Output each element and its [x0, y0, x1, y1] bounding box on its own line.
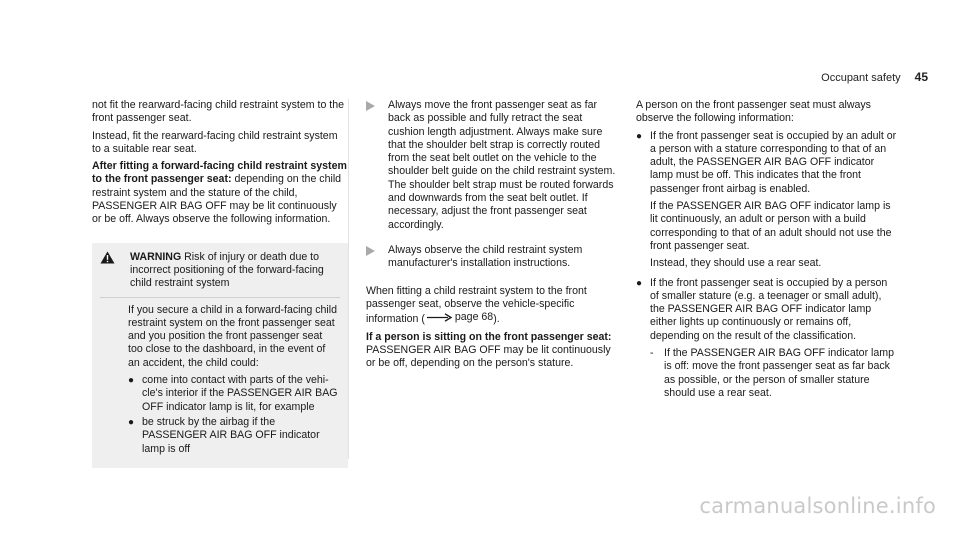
bullet-dot-icon: ● — [128, 416, 135, 428]
play-triangle-icon — [366, 101, 382, 115]
page-reference-link[interactable] — [425, 311, 493, 324]
column-middle — [366, 99, 616, 374]
paragraph: A person on the front passenger seat must always observe the following information: — [636, 99, 871, 125]
paragraph: not fit the rearward-facing child restraint system to the front passenger seat. — [92, 99, 345, 125]
list-item-text: If the PASSENGER AIR BAG OFF indicator lamp is lit continuously, an adult or person with a build corresponding to that of an adult should not use the front passenger seat. — [650, 200, 892, 252]
list-item — [128, 416, 340, 456]
list-item-text: If the front passenger seat is occupied by an adult or a person with a stature corresponding to that of an adult, the PASSENGER AIR BAG OFF indicator lamp must be off. This indicates that the front passenger front airbag is enabled. — [650, 129, 897, 195]
page-number: 45 — [914, 70, 928, 84]
bullet-dot-icon: ● — [636, 277, 643, 289]
warning-header — [92, 247, 348, 297]
paragraph — [366, 285, 616, 327]
dash-marker: - — [650, 347, 654, 360]
list-item-text: come into contact with parts of the vehicle's interior if the PASSENGER AIR BAG OFF indicator lamp is lit, for example — [142, 374, 338, 413]
list-item-text: Instead, they should use a rear seat. — [650, 257, 822, 270]
warning-title — [130, 251, 340, 291]
bullet-dot-icon: ● — [128, 375, 135, 387]
divider — [100, 297, 340, 298]
warning-body — [92, 304, 348, 456]
paragraph-text: ). — [493, 313, 500, 326]
list-item-text: If the front passenger seat is occupied by a person of smaller stature (e.g. a teenager or small adult), the PASSENGER AIR BAG OFF indicator lamp either lights up continuously or remains off, depending on the result of the classification. — [650, 276, 888, 342]
instruction-item — [366, 244, 616, 271]
instruction-text: Always observe the child restraint system manufacturer's installation instructions. — [388, 243, 583, 270]
paragraph-heading: After fitting a forward-facing child restraint system to the front passenger seat: — [92, 160, 347, 186]
sub-list-item-text: If the PASSENGER AIR BAG OFF indicator lamp is off: move the front passenger seat as far back as possible, or the person of smaller stature should use a rear seat. — [664, 347, 894, 399]
page-reference-text: page 68 — [454, 311, 494, 324]
paragraph-heading: If a person is sitting on the front passenger seat: — [366, 330, 612, 343]
column-divider — [348, 99, 350, 459]
sub-list-item — [650, 347, 898, 400]
warning-label: WARNING — [130, 250, 182, 263]
paragraph-text: depending on the child restraint system and the stature of the child, PASSENGER AIR BAG OFF may be lit continuously or be off. Always observe the following information. — [92, 173, 342, 226]
column-right — [636, 99, 898, 402]
warning-headline: Risk of injury or death due to incorrect positioning of the forward-facing child restraint system — [130, 250, 324, 290]
column-left — [92, 99, 348, 468]
warning-triangle-icon — [100, 251, 116, 264]
paragraph-text: When fitting a child restraint system to the front passenger seat, observe the vehicle-specific information ( — [366, 284, 587, 326]
play-triangle-icon — [366, 246, 382, 260]
section-title: Occupant safety — [821, 72, 901, 84]
list-item — [636, 130, 898, 275]
page-reference-arrow-icon — [427, 313, 453, 322]
watermark: carmanualsonline.info — [699, 494, 936, 518]
paragraph — [366, 331, 616, 371]
instruction-item — [366, 99, 616, 232]
list-item — [128, 374, 340, 414]
warning-text: If you secure a child in a forward-facing child restraint system on the front passenger seat and you position the front passenger seat too close to the dashboard, in the event of an accident, the child could: — [128, 303, 338, 369]
list-item-text: be struck by the airbag if the PASSENGER AIR BAG OFF indicator lamp is off — [142, 415, 320, 455]
paragraph — [92, 160, 348, 226]
list-item-content — [650, 130, 898, 275]
warning-box — [92, 243, 348, 468]
list-item-content — [650, 277, 898, 401]
paragraph: Instead, fit the rearward-facing child restraint system to a suitable rear seat. — [92, 129, 338, 155]
list-item — [636, 277, 898, 401]
bullet-dot-icon: ● — [636, 130, 643, 142]
page-header — [821, 71, 928, 85]
instruction-text: Always move the front passenger seat as far back as possible and fully retract the seat cushion length adjustment. Always make sure that the shoulder belt strap is correctly routed from the seat belt outlet on the vehicle to the shoulder belt guide on the child restraint system. The shoulder belt strap must be routed forwards and downwards from the seat belt outlet. If necessary, adjust the front passenger seat accordingly. — [388, 99, 616, 231]
paragraph-text: PASSENGER AIR BAG OFF may be lit continuously or be off, depending on the person's stature. — [366, 343, 611, 370]
